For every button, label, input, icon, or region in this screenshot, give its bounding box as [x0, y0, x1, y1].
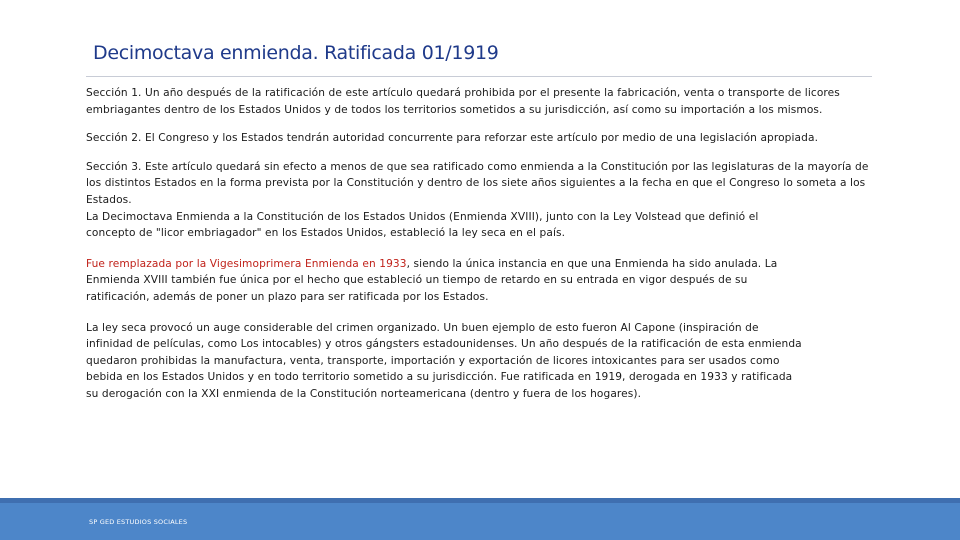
footer-bar [0, 498, 960, 540]
highlight-remplazada: Fue remplazada por la Vigesimoprimera Enmienda en 1933 [86, 257, 407, 270]
paragraph-ley-seca: La ley seca provocó un auge considerable del crimen organizado. Un buen ejemplo de esto fueron Al Capone (inspiración de infinidad de películas, como Los intocables) y otros gángsters estadounidenses. Un año después de la ratificación de esta enmienda quedaron prohibidas la manufactura, venta, transporte, importación y exportación de licores intoxicantes para ser usados como bebida en los Estados Unidos y en todo territorio sometido a su jurisdicción. Fue ratificada en 1919, derogada en 1933 y ratificada su derogación con la XXI enmienda de la Constitución norteamericana (dentro y fuera de los hogares). [86, 321, 802, 400]
remplazada-rest: , siendo la única instancia en que una Enmienda ha sido anulada. La Enmienda XVIII también fue única por el hecho que estableció un tiempo de retardo en su entrada en vigor después de su ratificación, además de poner un plazo para ser ratificada por los Estados. [86, 257, 778, 303]
slide-body [86, 85, 876, 403]
slide-title: Decimoctava enmienda. Ratificada 01/1919 [93, 42, 499, 64]
footer-strip [0, 498, 960, 503]
paragraph-seccion-3: Sección 3. Este artículo quedará sin efecto a menos de que sea ratificado como enmienda a la Constitución por las legislaturas de la mayoría de los distintos Estados en la forma prevista por la Constitución y dentro de los siete años siguientes a la fecha en que el Congreso lo someta a los Estados. [86, 160, 869, 206]
paragraph-ley-volstead: La Decimoctava Enmienda a la Constitución de los Estados Unidos (Enmienda XVIII), junto con la Ley Volstead que definió el concepto de "licor embriagador" en los Estados Unidos, estableció la ley seca en el país. [86, 210, 759, 240]
paragraph-remplazada [86, 256, 806, 306]
paragraph-seccion-1: Sección 1. Un año después de la ratificación de este artículo quedará prohibida por el presente la fabricación, venta o transporte de licores embriagantes dentro de los Estados Unidos y de todos los territorios sometidos a su jurisdicción, así como su importación a los mismos. [86, 87, 840, 116]
paragraph-seccion-2: Sección 2. El Congreso y los Estados tendrán autoridad concurrente para reforzar este artículo por medio de una legislación apropiada. [86, 132, 819, 145]
footer-label: SP GED ESTUDIOS SOCIALES [89, 518, 188, 526]
title-divider [86, 76, 872, 77]
